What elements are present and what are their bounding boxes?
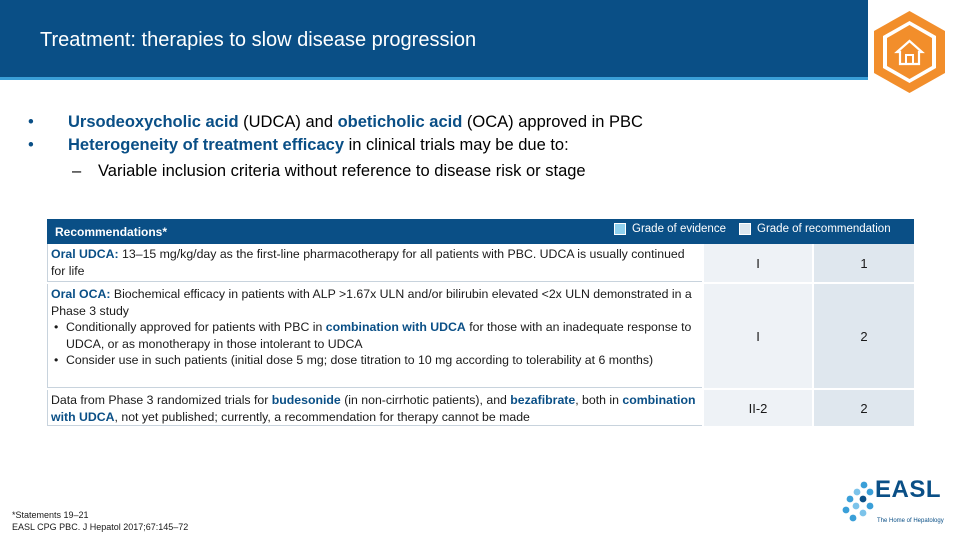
evidence-grade: I [702,284,812,388]
sub-bullet-inclusion: – Variable inclusion criteria without reference to disease risk or stage [72,162,586,180]
recommendation-swatch [739,223,751,235]
logo-wordmark: EASL [875,476,942,503]
evidence-grade: II-2 [702,390,812,426]
home-button[interactable] [871,9,948,95]
recommendations-table [47,219,914,428]
recommendation-text: Data from Phase 3 randomized trials for budesonide (in non-cirrhotic patients), and bezafibrate, both in combination with UDCA, not yet published; currently, a recommendation for therapy cannot be made [47,390,702,426]
evidence-grade: I [702,244,812,282]
page-title: Treatment: therapies to slow disease progression [40,29,477,51]
list-item: • Conditionally approved for patients with PBC in combination with UDCA for those with an inadequate response to UDCA, or as monotherapy in those intolerant to UDCA [54,320,692,351]
home-icon [871,9,948,95]
header-bar [0,0,868,80]
table-title: Recommendations* [55,225,168,239]
bullet-approved-drugs: • Ursodeoxycholic acid (UDCA) and obeticholic acid (OCA) approved in PBC [28,113,643,131]
recommendation-grade: 1 [812,244,914,282]
table-row [47,390,914,428]
easl-logo [842,476,950,528]
logo-mark-icon [842,480,876,524]
bullet-heterogeneity: • Heterogeneity of treatment efficacy in clinical trials may be due to: [28,136,569,154]
footnote-citation: EASL CPG PBC. J Hepatol 2017;67:145–72 [12,521,189,532]
recommendation-grade: 2 [812,284,914,388]
list-item: • Consider use in such patients (initial dose 5 mg; dose titration to 10 mg according to tolerability at 6 months) [54,353,654,367]
table-row [47,284,914,390]
recommendation-text: Oral OCA: Biochemical efficacy in patients with ALP >1.67x ULN and/or bilirubin elevated <2x ULN demonstrated in a Phase 3 study • Conditionally approved for patients with PBC in combination with UDCA for those with an inadequate response to UDCA, or as monotherapy in those intolerant to UDCA • Consider use in such patients (initial dose 5 mg; dose titration to 10 mg according to tolerability at 6 months) [47,284,702,388]
recommendation-text: Oral UDCA: 13–15 mg/kg/day as the first-line pharmacotherapy for all patients with PBC. UDCA is usually continued for life [47,244,702,282]
legend-recommendation: Grade of recommendation [739,223,891,235]
footnote-statements: *Statements 19–21 [12,510,89,520]
table-row [47,244,914,284]
legend-evidence: Grade of evidence [614,223,726,235]
footnote [12,510,188,533]
table-header [47,219,914,244]
logo-tagline: The Home of Hepatology [877,518,944,524]
bullet-list [28,112,728,181]
recommendation-grade: 2 [812,390,914,426]
evidence-swatch [614,223,626,235]
